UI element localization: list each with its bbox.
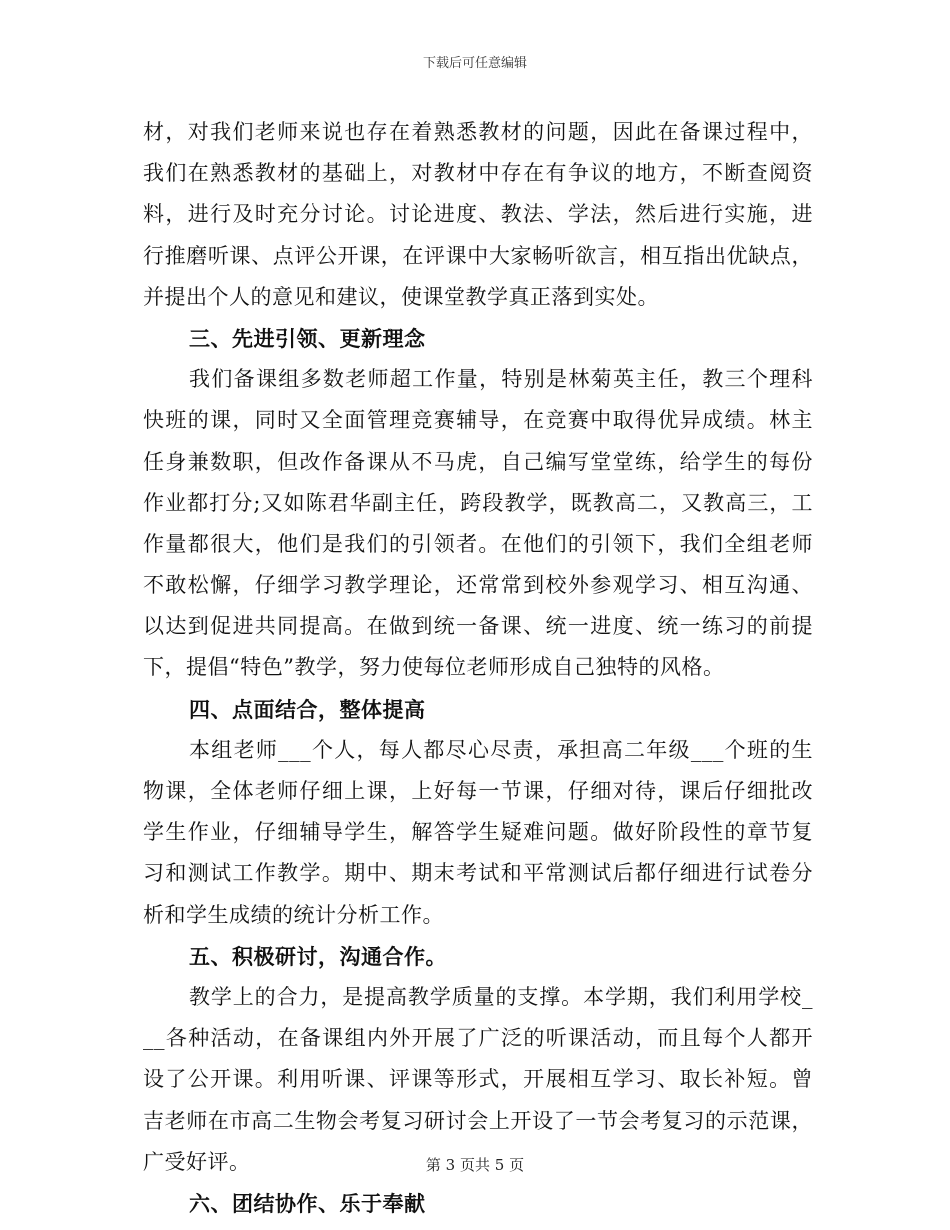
document-body (143, 112, 813, 1224)
text-line: 行推磨听课、点评公开课，在评课中大家畅听欲言，相互指出优缺点， (143, 243, 813, 268)
text-line: 以达到促进共同提高。在做到统一备课、统一进度、统一练习的前提 (143, 614, 813, 639)
section-heading: 三、先进引领、更新理念 (189, 325, 426, 351)
text-line: 学生作业，仔细辅导学生，解答学生疑难问题。做好阶段性的章节复 (143, 820, 813, 845)
text-line: 设了公开课。利用听课、评课等形式，开展相互学习、取长补短。曾 (143, 1067, 813, 1092)
text-line: 任身兼数职，但改作备课从不马虎，自己编写堂堂练，给学生的每份 (143, 449, 813, 474)
text-line: 我们在熟悉教材的基础上，对教材中存在有争议的地方，不断查阅资 (143, 161, 813, 186)
page-footer: 第 3 页共 5 页 (425, 1156, 525, 1174)
text-line: __各种活动，在备课组内外开展了广泛的听课活动，而且每个人都开 (143, 1026, 813, 1051)
page-header: 下载后可任意编辑 (422, 56, 527, 71)
text-line: 并提出个人的意见和建议，使课堂教学真正落到实处。 (143, 284, 659, 309)
text-line: 料，进行及时充分讨论。讨论进度、教法、学法，然后进行实施，进 (143, 202, 813, 227)
text-line: 作业都打分;又如陈君华副主任，跨段教学，既教高二，又教高三，工 (143, 490, 813, 515)
paragraph (143, 730, 813, 936)
text-line: 下，提倡“特色”教学，努力使每位老师形成自己独特的风格。 (143, 655, 725, 680)
section-heading: 五、积极研讨，沟通合作。 (189, 943, 447, 969)
section-heading: 六、团结协作、乐于奉献 (189, 1190, 426, 1216)
section-heading: 四、点面结合，整体提高 (189, 696, 426, 722)
paragraph (143, 359, 813, 689)
text-line: 习和测试工作教学。期中、期末考试和平常测试后都仔细进行试卷分 (143, 861, 813, 886)
text-line: 析和学生成绩的统计分析工作。 (143, 902, 444, 927)
text-line: 不敢松懈，仔细学习教学理论，还常常到校外参观学习、相互沟通、 (143, 573, 813, 598)
text-line: 物课，全体老师仔细上课，上好每一节课，仔细对待，课后仔细批改 (143, 779, 813, 803)
text-line: 快班的课，同时又全面管理竞赛辅导，在竞赛中取得优异成绩。林主 (143, 408, 813, 433)
text-line: 作量都很大，他们是我们的引领者。在他们的引领下，我们全组老师 (143, 531, 813, 556)
paragraph (143, 977, 813, 1183)
text-line: 广受好评。 (143, 1149, 251, 1174)
text-line: 本组老师___个人，每人都尽心尽责，承担高二年级___个班的生 (189, 737, 813, 762)
text-line: 教学上的合力，是提高教学质量的支撑。本学期，我们利用学校_ (189, 984, 813, 1009)
text-line: 我们备课组多数老师超工作量，特别是林菊英主任，教三个理科 (189, 367, 813, 392)
text-line: 材，对我们老师来说也存在着熟悉教材的问题，因此在备课过程中， (143, 120, 813, 144)
paragraph (143, 112, 813, 318)
text-line: 吉老师在市高二生物会考复习研讨会上开设了一节会考复习的示范课， (143, 1108, 813, 1133)
